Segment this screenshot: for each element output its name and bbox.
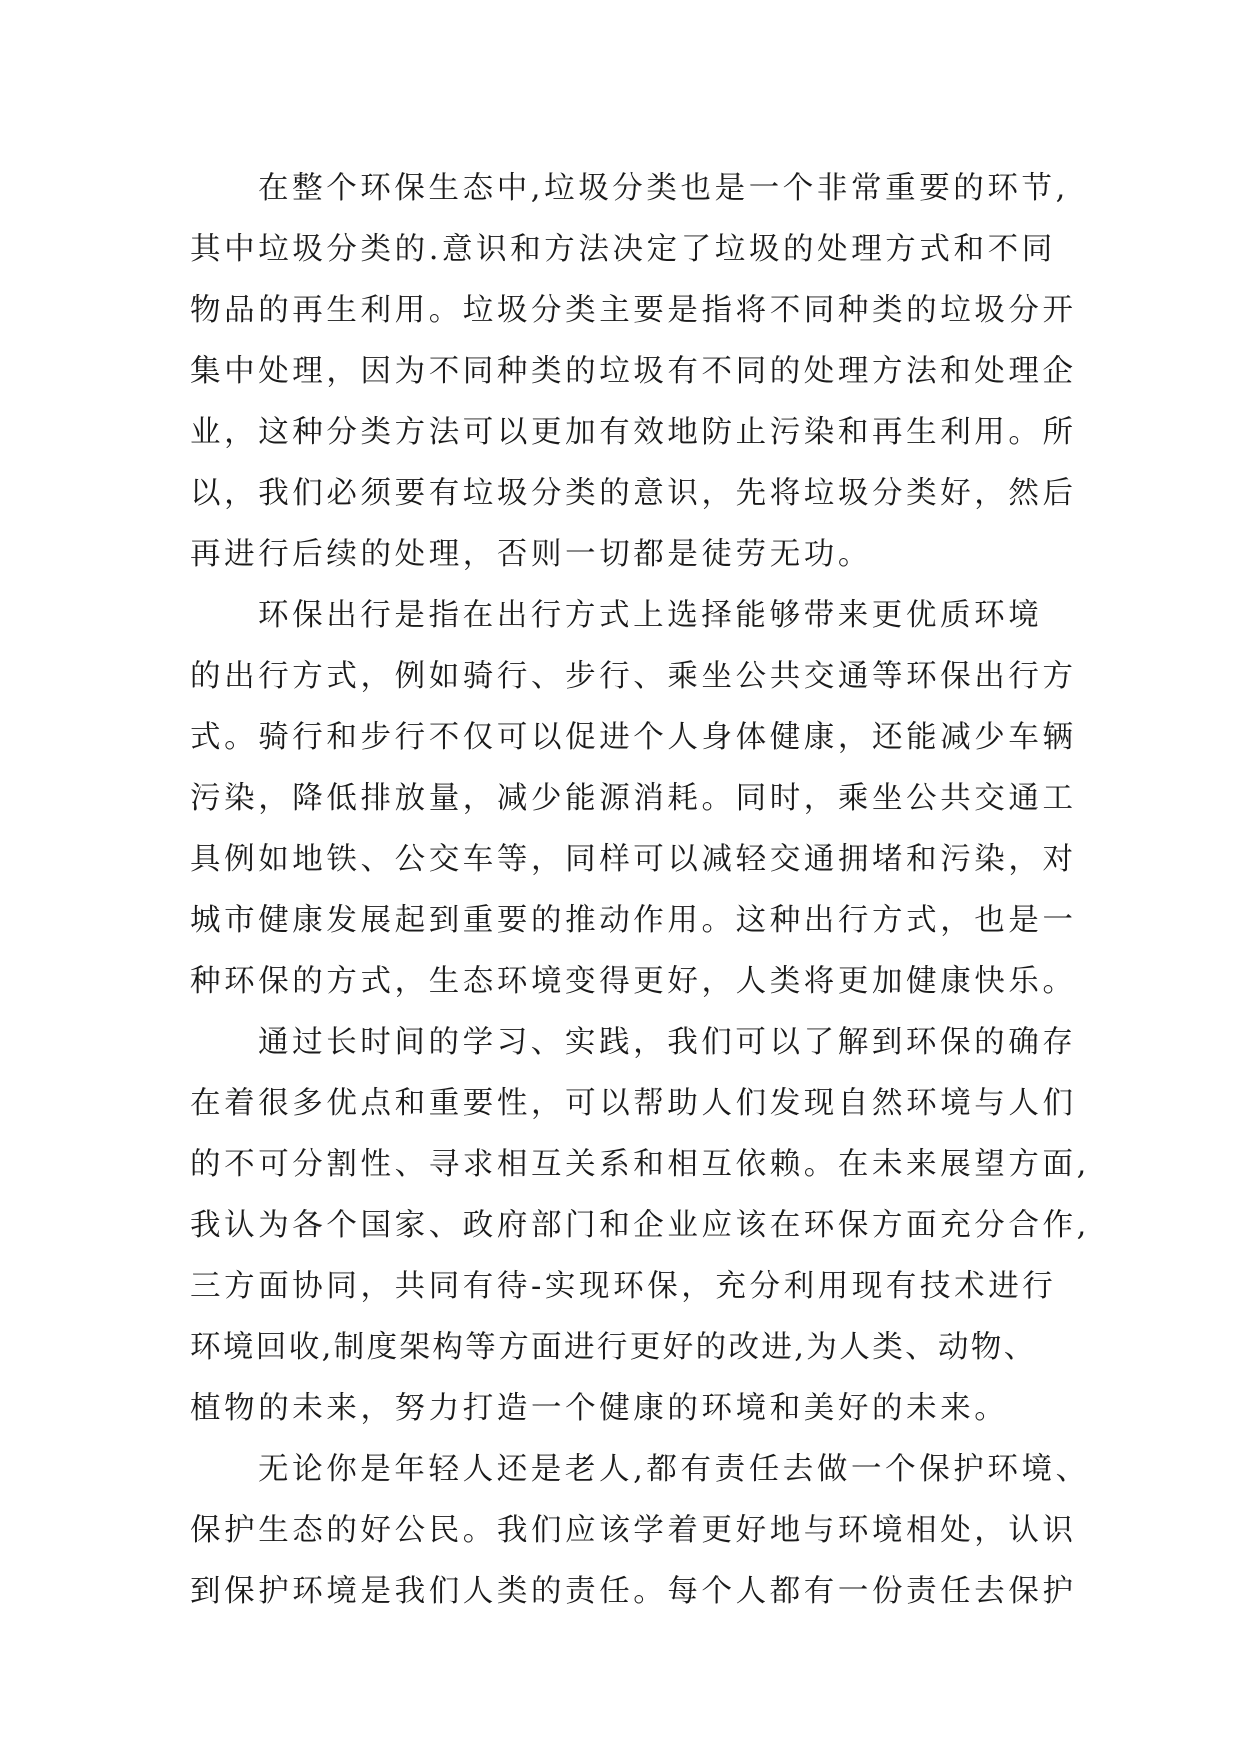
document-body xyxy=(190,158,1090,1622)
paragraph-1-line-4: 集中处理，因为不同种类的垃圾有不同的处理方法和处理企 xyxy=(190,354,1077,389)
paragraph-3-line-5: 三方面协同，共同有待-实现环保，充分利用现有技术进行 xyxy=(190,1269,1057,1304)
paragraph-4-line-1: 无论你是年轻人还是老人,都有责任去做一个保护环境、 xyxy=(258,1452,1090,1487)
paragraph-2-line-1: 环保出行是指在出行方式上选择能够带来更优质环境 xyxy=(258,598,1043,633)
paragraph-4-line-2: 保护生态的好公民。我们应该学着更好地与环境相处，认识 xyxy=(190,1513,1077,1548)
paragraph-1-line-7: 再进行后续的处理，否则一切都是徒劳无功。 xyxy=(190,537,872,572)
paragraph-3-line-7: 植物的未来，努力打造一个健康的环境和美好的未来。 xyxy=(190,1391,1009,1426)
paragraph-3-line-3: 的不可分割性、寻求相互关系和相互依赖。在未来展望方面, xyxy=(190,1147,1090,1182)
paragraph-1-line-2: 其中垃圾分类的.意识和方法决定了垃圾的处理方式和不同 xyxy=(190,232,1056,267)
paragraph-3-line-4: 我认为各个国家、政府部门和企业应该在环保方面充分合作, xyxy=(190,1208,1090,1243)
paragraph-3-line-6: 环境回收,制度架构等方面进行更好的改进,为人类、动物、 xyxy=(190,1330,1037,1365)
paragraph-1-line-6: 以，我们必须要有垃圾分类的意识，先将垃圾分类好，然后 xyxy=(190,476,1077,511)
paragraph-3-line-1: 通过长时间的学习、实践，我们可以了解到环保的确存 xyxy=(258,1025,1077,1060)
paragraph-2-line-3: 式。骑行和步行不仅可以促进个人身体健康，还能减少车辆 xyxy=(190,720,1077,755)
paragraph-4-line-3: 到保护环境是我们人类的责任。每个人都有一份责任去保护 xyxy=(190,1574,1077,1609)
paragraph-2-line-2: 的出行方式，例如骑行、步行、乘坐公共交通等环保出行方 xyxy=(190,659,1077,694)
paragraph-3-line-2: 在着很多优点和重要性，可以帮助人们发现自然环境与人们 xyxy=(190,1086,1077,1121)
paragraph-2-line-5: 具例如地铁、公交车等，同样可以减轻交通拥堵和污染，对 xyxy=(190,842,1077,877)
paragraph-1-line-1: 在整个环保生态中,垃圾分类也是一个非常重要的环节, xyxy=(258,171,1069,206)
paragraph-2-line-6: 城市健康发展起到重要的推动作用。这种出行方式，也是一 xyxy=(190,903,1077,938)
paragraph-1-line-3: 物品的再生利用。垃圾分类主要是指将不同种类的垃圾分开 xyxy=(190,293,1077,328)
paragraph-1-line-5: 业，这种分类方法可以更加有效地防止污染和再生利用。所 xyxy=(190,415,1077,450)
paragraph-2-line-4: 污染，降低排放量，减少能源消耗。同时，乘坐公共交通工 xyxy=(190,781,1077,816)
paragraph-2-line-7: 种环保的方式，生态环境变得更好，人类将更加健康快乐。 xyxy=(190,964,1077,999)
